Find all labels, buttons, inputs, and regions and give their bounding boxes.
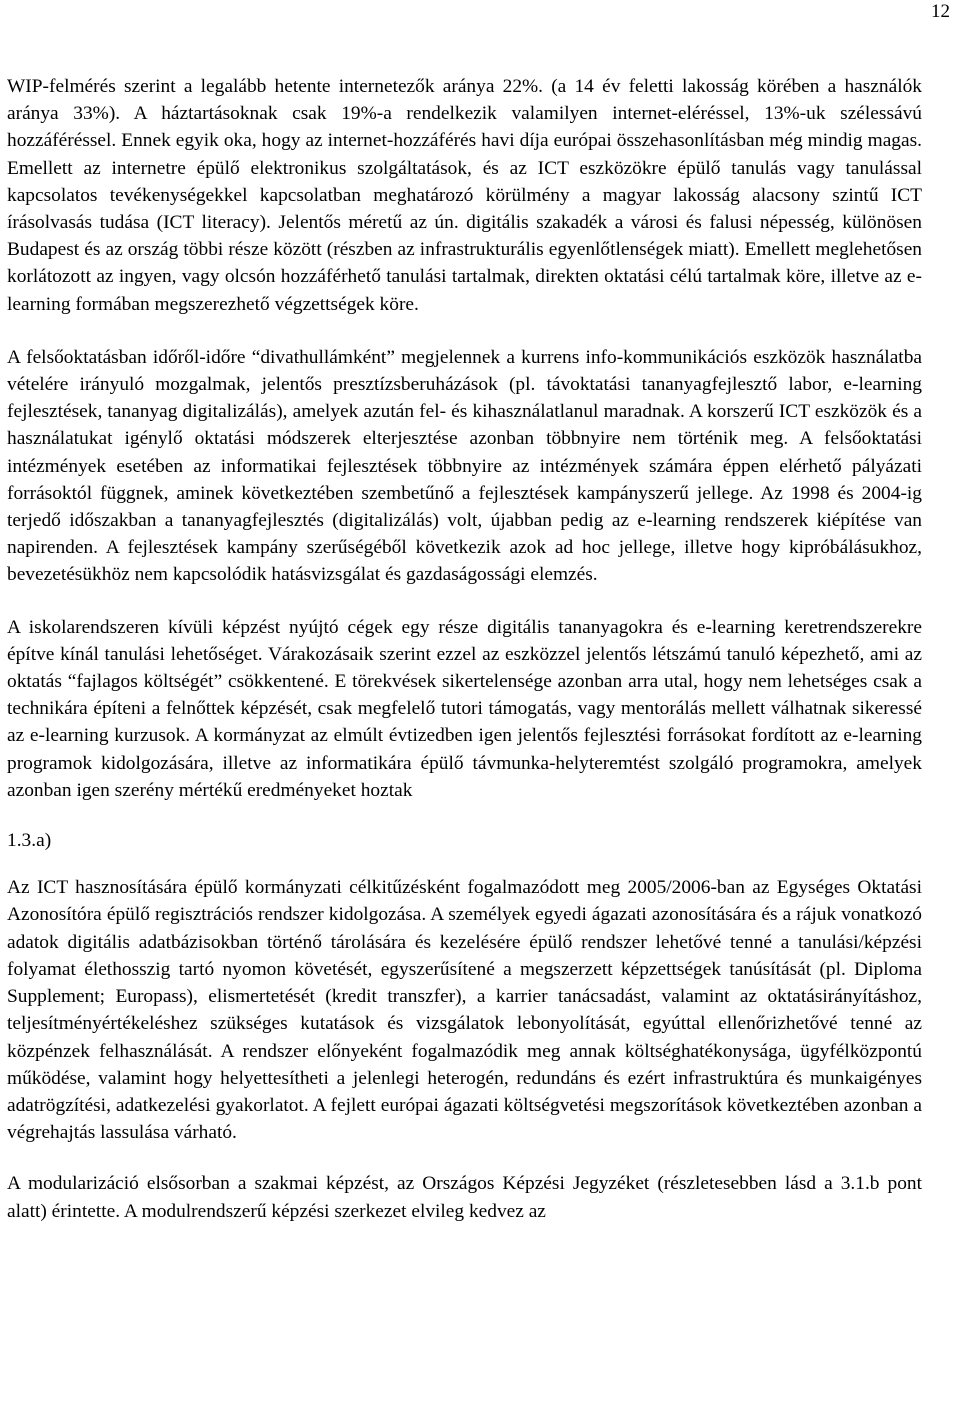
paragraph-ict-registration: Az ICT hasznosítására épülő kormányzati célkitűzésként fogalmazódott meg 2005/2006-ban az Egységes Oktatási Azonosítóra épülő regisztrációs rendszer kidolgozása. A személyek egyedi ágazati azonosítására és a rájuk vonatkozó adatok digitális adatbázisokban történő tárolására és kezelésére épülő rendszer lehetővé tenné a tanulási/képzési folyamat élethosszig tartó nyomon követését, egyszerűsítené a megszerzett képzettségek tanúsítását (pl. Diploma Supplement; Europass), elismertetését (kredit transzfer), a karrier tanácsadást, valamint az oktatásirányításhoz, teljesítményértékeléshez szükséges kutatások és vizsgálatok lebonyolítását, egyúttal ellenőrizhetővé tenné az közpénzek felhasználását. A rendszer előnyeként fogalmazódik meg annak költséghatékonysága, ügyfélközpontú működése, valamint hogy helyettesítheti a jelenlegi heterogén, redundáns és ezért infrastruktúra és munkaigényes adatrögzítési, adatkezelési gyakorlatot. A fejlett európai ágazati költségvetési megszorítások következtében azonban a végrehajtás lassulása várható. bbox=[7, 877, 922, 1144]
paragraph-non-school-training: A iskolarendszeren kívüli képzést nyújtó cégek egy része digitális tananyagokra és e-learning keretrendszerekre építve kínál tanulási lehetőséget. Várakozásaik szerint ezzel az eszközzel jelentős létszámú tanuló képezhető, ami az oktatás “fajlagos költségét” csökkentené. E törekvések sikertelensége azonban arra utal, hogy nem lehetséges csak a technikára építeni a felnőttek képzését, csak megfelelő tutori támogatás, vagy mentorálás mellett válhatnak sikeressé az e-learning kurzusok. A kormányzat az elmúlt évtizedben igen jelentős fejlesztési forrásokat fordított az e-learning programok kidolgozására, illetve az informatikára épülő távmunka-helyteremtést szolgáló programokra, amelyek azonban igen szerény mértékű eredményeket hoztak bbox=[7, 616, 922, 801]
document-body bbox=[7, 73, 922, 1251]
paragraph-higher-education: A felsőoktatásban időről-időre “divathullámként” megjelennek a kurrens info-kommunikációs eszközök használatba vételére irányuló mozgalmak, jelentős presztízsberuházások (pl. távoktatási tananyagfejlesztő labor, e-learning fejlesztések, tananyag digitalizálás), amelyek azután fel- és kihasználatlanul maradnak. A korszerű ICT eszközök és a használatukat igénylő oktatási módszerek elterjesztése azonban többnyire nem történik meg. A felsőoktatási intézmények esetében az informatikai fejlesztések többnyire az intézmények számára éppen elérhető pályázati forrásoktól függnek, aminek következtében szembetűnő a fejlesztések kampányszerű jellege. Az 1998 és 2004-ig terjedő időszakban a tananyagfejlesztés (digitalizálás) volt, újabban pedig az e-learning rendszerek kiépítése van napirenden. A fejlesztések kampány szerűségéből következik azok ad hoc jellege, illetve hogy kipróbálásukhoz, bevezetésükhöz nem kapcsolódik hatásvizsgálat és gazdaságossági elemzés. bbox=[7, 346, 922, 586]
paragraph-modularization: A modularizáció elsősorban a szakmai képzést, az Országos Képzési Jegyzéket (részletesebben lásd a 3.1.b pont alatt) érintette. A modulrendszerű képzési szerkezet elvileg kedvez az bbox=[7, 1173, 922, 1222]
page-number: 12 bbox=[931, 1, 950, 22]
section-heading: 1.3.a) bbox=[7, 830, 52, 852]
paragraph-internet-usage: WIP-felmérés szerint a legalább hetente internetezők aránya 22%. (a 14 év feletti lakosság körében a használók aránya 33%). A háztartásoknak csak 19%-a rendelkezik valamilyen internet-eléréssel, 13%-uk szélessávú hozzáféréssel. Ennek egyik oka, hogy az internet-hozzáférés havi díja európai összehasonlításban még mindig magas. Emellett az internetre épülő elektronikus szolgáltatások, és az ICT eszközökre épülő tanulás vagy tanulással kapcsolatos tevékenységekkel kapcsolatban meghatározó körülmény a magyar lakosság alacsony szintű ICT írásolvasás tudása (ICT literacy). Jelentős méretű az ún. digitális szakadék a városi és falusi népesség, különösen Budapest és az ország többi része között (részben az infrastrukturális egyenlőtlenségek miatt). Emellett meglehetősen korlátozott az ingyen, vagy olcsón hozzáférhető tanulási tartalmak, direkten oktatási célú tartalmak köre, illetve az e-learning formában megszerezhető végzettségek köre. bbox=[7, 76, 922, 315]
